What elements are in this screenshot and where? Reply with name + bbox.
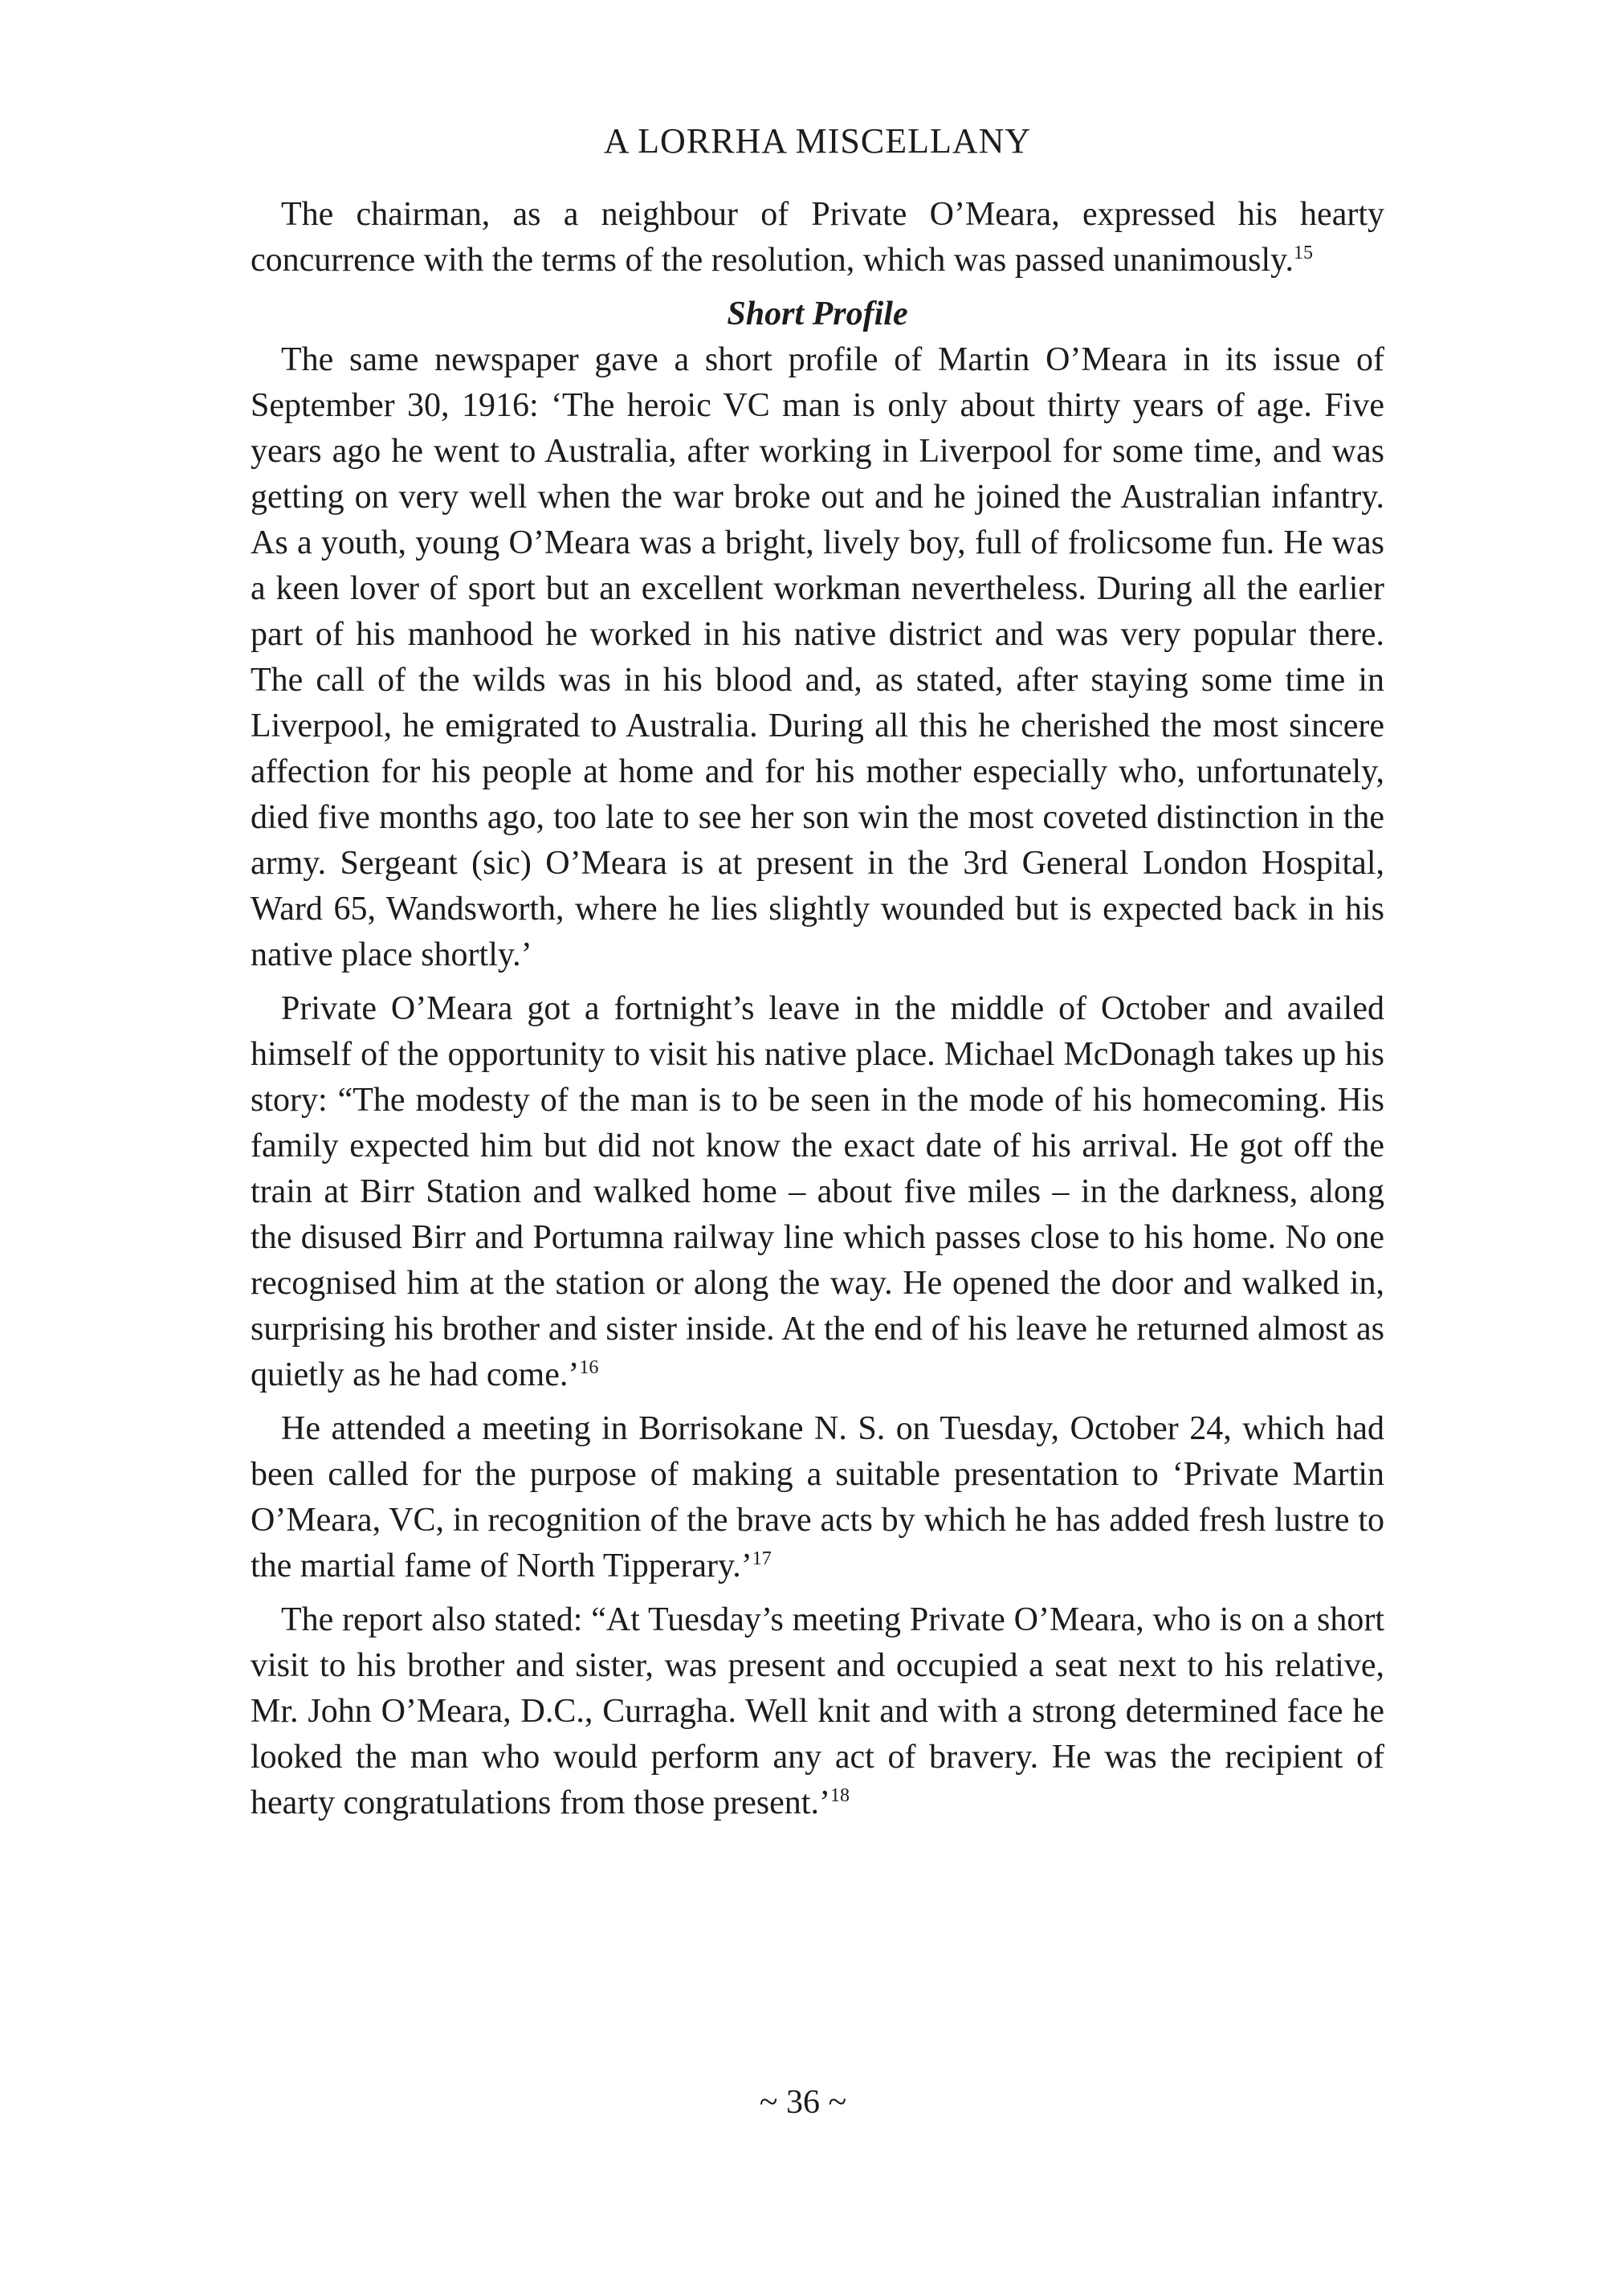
footnote-ref[interactable]: 15 [1293, 242, 1313, 263]
paragraph-1 [251, 192, 1384, 283]
paragraph-text: The chairman, as a neighbour of Private O’Meara, expressed his hearty concurrence with the terms of the resolution, which was passed unanimously. [251, 195, 1384, 279]
paragraph-text: He attended a meeting in Borrisokane N. S. on Tuesday, October 24, which had been called for the purpose of making a suitable presentation to ‘Private Martin O’Meara, VC, in recognition of the brave acts by which he has added fresh lustre to the martial fame of North Tipperary.’ [251, 1409, 1384, 1584]
paragraph-text: The report also stated: “At Tuesday’s meeting Private O’Meara, who is on a short visit to his brother and sister, was present and occupied a seat next to his relative, Mr. John O’Meara, D.C., Curragha. Well knit and with a strong determined face he looked the man who would perform any act of bravery. He was the recipient of hearty congratulations from those present.’ [251, 1601, 1384, 1821]
paragraph-3 [251, 986, 1384, 1398]
paragraph-text: The same newspaper gave a short profile of Martin O’Meara in its issue of September 30, 1916: ‘The heroic VC man is only about thirty years of age. Five years ago he went to Australia, after working in Liverpool for some time, and was getting on very well when the war broke out and he joined the Australian infantry. As a youth, young O’Meara was a bright, lively boy, full of frolicsome fun. He was a keen lover of sport but an excellent workman nevertheless. During all the earlier part of his manhood he worked in his native district and was very popular there. The call of the wilds was in his blood and, as stated, after staying some time in Liverpool, he emigrated to Australia. During all this he cherished the most sincere affection for his people at home and for his mother especially who, unfortunately, died five months ago, too late to see her son win the most coveted distinction in the army. Sergeant (sic) O’Meara is at present in the 3rd General London Hospital, Ward 65, Wandsworth, where he lies slightly wounded but is expected back in his native place shortly.’ [251, 341, 1384, 973]
section-subheading: Short Profile [727, 295, 908, 332]
paragraph-5 [251, 1597, 1384, 1826]
footnote-ref[interactable]: 18 [829, 1784, 850, 1806]
footnote-ref[interactable]: 16 [579, 1356, 599, 1378]
page-body [251, 120, 1384, 1834]
running-head: A LORRHA MISCELLANY [603, 121, 1032, 161]
paragraph-4 [251, 1406, 1384, 1589]
footnote-ref[interactable]: 17 [752, 1548, 772, 1569]
page-number: ~ 36 ~ [759, 2084, 847, 2121]
paragraph-text: Private O’Meara got a fortnight’s leave in the middle of October and availed himself of the opportunity to visit his native place. Michael McDonagh takes up his story: “The modesty of the man is to be seen in the mode of his homecoming. His family expected him but did not know the exact date of his arrival. He got off the train at Birr Station and walked home – about five miles – in the darkness, along the disused Birr and Portumna railway line which passes close to his home. No one recognised him at the station or along the way. He opened the door and walked in, surprising his brother and sister inside. At the end of his leave he returned almost as quietly as he had come.’ [251, 989, 1384, 1393]
paragraph-2 [251, 337, 1384, 978]
